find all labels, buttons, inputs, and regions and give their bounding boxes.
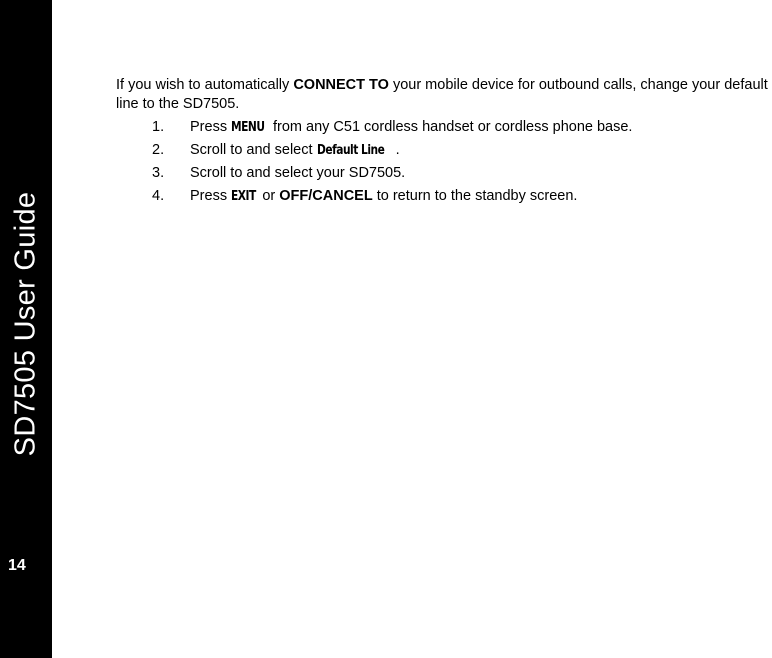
intro-paragraph	[116, 76, 772, 114]
step-text: Press	[190, 119, 232, 135]
intro-text: If you wish to automatically	[116, 77, 294, 93]
step-text: to return to the standby screen.	[372, 188, 578, 204]
step-text: Scroll to and select	[190, 142, 317, 158]
step-4	[116, 185, 772, 208]
step-2	[116, 139, 772, 162]
step-number: 2.	[152, 142, 165, 158]
off-cancel-key-label: OFF/CANCEL	[279, 188, 373, 204]
page-number: 14	[8, 557, 26, 574]
step-text: Scroll to and select your SD7505.	[190, 165, 406, 181]
step-number: 1.	[152, 119, 165, 135]
default-line-label: Default Line	[316, 143, 384, 158]
intro-text-continued: your mobile device for outbound calls, change your default line to the SD7505.	[116, 77, 768, 112]
step-text: .	[395, 142, 400, 158]
exit-key-label: EXIT	[231, 189, 256, 204]
step-number: 3.	[152, 165, 165, 181]
step-1	[116, 116, 772, 139]
step-3	[116, 162, 772, 185]
step-text: or	[258, 188, 280, 204]
content-area	[116, 76, 772, 208]
step-number: 4.	[152, 188, 165, 204]
connect-to-term: CONNECT TO	[293, 77, 389, 93]
menu-key-label: MENU	[231, 120, 265, 135]
steps-list	[116, 116, 772, 208]
step-text: Press	[190, 188, 232, 204]
side-bar	[0, 0, 52, 658]
step-text: from any C51 cordless handset or cordless phone base.	[268, 119, 633, 135]
guide-title: SD7505 User Guide	[9, 191, 42, 457]
